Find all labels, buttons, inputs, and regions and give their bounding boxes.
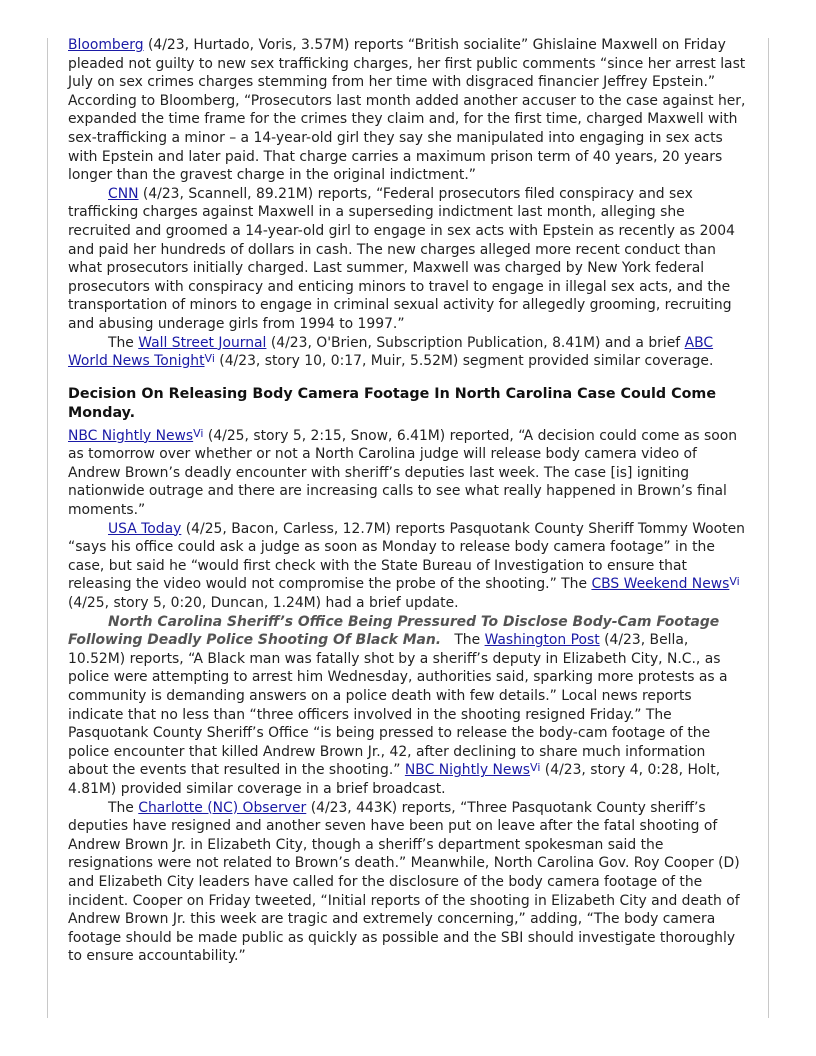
link-nbc-nightly-news[interactable]: NBC Nightly News xyxy=(68,427,194,444)
link-charlotte-observer[interactable]: Charlotte (NC) Observer xyxy=(138,799,307,816)
paragraph-wsj-abc: The Wall Street Journal (4/23, O'Brien, Subscription Publication, 8.41M) and a brief ABC World News Tonight$^{Vi}$ (4/23, story 10, 0:17, Muir, 5.52M) segment provided similar coverage. xyxy=(68,334,714,370)
sub-headline: North Carolina Sheriff’s Office Being Pressured To Disclose Body-Cam Footage Following Deadly Police Shooting Of Black Man. xyxy=(68,613,720,649)
article-body xyxy=(68,36,748,966)
link-nbc-nightly-news[interactable]: NBC Nightly News xyxy=(404,762,531,779)
paragraph-usa-today: USA Today (4/25, Bacon, Carless, 12.7M) reports Pasquotank County Sheriff Tommy Wooten “says his office could ask a judge as soon as Monday to release body camera footage” in the case, but said he “would first check with the State Bureau of Investigation to ensure that releasing the video would not compromise the probe of the shooting.” The CBS Weekend News$^{Vi}$ (4/25, story 5, 0:20, Duncan, 1.24M) had a brief update. xyxy=(68,520,745,612)
right-margin-rule xyxy=(768,38,769,1018)
link-abc-world-news-tonight[interactable]: ABC World News Tonight xyxy=(68,334,714,370)
link-cnn[interactable]: CNN xyxy=(108,185,139,202)
link-usa-today[interactable]: USA Today xyxy=(108,520,182,537)
paragraph-cnn: CNN (4/23, Scannell, 89.21M) reports, “Federal prosecutors filed conspiracy and sex trafficking charges against Maxwell in a superseding indictment last month, alleging she recruited and groomed a 14-year-old girl to engage in sex acts with Epstein as recently as 2004 and paid her hundreds of dollars in cash. The new charges alleged more recent conduct than what prosecutors initially charged. Last summer, Maxwell was charged by New York federal prosecutors with conspiracy and enticing minors to travel to engage in illegal sex acts, and the transportation of minors to engage in criminal sexual activity for allegedly grooming, recruiting and abusing underage girls from 1994 to 1997.” xyxy=(68,185,735,332)
left-margin-rule xyxy=(47,38,48,1018)
link-wall-street-journal[interactable]: Wall Street Journal xyxy=(138,334,267,351)
link-bloomberg[interactable]: Bloomberg xyxy=(68,37,144,53)
link-cbs-weekend-news[interactable]: CBS Weekend News xyxy=(591,576,730,593)
video-icon[interactable]: Vi xyxy=(729,575,740,589)
video-icon[interactable]: Vi xyxy=(193,426,204,440)
link-washington-post[interactable]: Washington Post xyxy=(484,632,600,649)
paragraph-charlotte-observer: The Charlotte (NC) Observer (4/23, 443K) reports, “Three Pasquotank County sheriff’s deputies have resigned and another seven have been put on leave after the fatal shooting of Andrew Brown Jr. in Elizabeth City, though a sheriff’s department spokesman said the resignations were not related to Brown’s death.” Meanwhile, North Carolina Gov. Roy Cooper (D) and Elizabeth City leaders have called for the disclosure of the body camera footage of the incident. Cooper on Friday tweeted, “Initial reports of the shooting in Elizabeth City and death of Andrew Brown Jr. this week are tragic and extremely concerning,” adding, “The body camera footage should be made public as quickly as possible and the SBI should investigate thoroughly to ensure accountability.” xyxy=(68,799,740,965)
paragraph-nbc-nightly: NBC Nightly News$^{Vi}$ (4/25, story 5, 2:15, Snow, 6.41M) reported, “A decision could come as soon as tomorrow over whether or not a North Carolina judge will release body camera video of Andrew Brown’s deadly encounter with sheriff’s deputies last week. The case [is] igniting nationwide outrage and there are increasing calls to see what really happened in Brown’s final moments.” xyxy=(68,426,738,519)
paragraph-washington-post: North Carolina Sheriff’s Office Being Pressured To Disclose Body-Cam Footage Following Deadly Police Shooting Of Black Man. The Washington Post (4/23, Bella, 10.52M) reports, “A Black man was fatally shot by a sheriff’s deputy in Elizabeth City, N.C., as police were attempting to arrest him Wednesday, authorities said, sparking more protests as a community is demanding answers on a police death with few details.” Local news reports indicate that no less than “three officers involved in the shooting resigned Friday.” The Pasquotank County Sheriff’s Office “is being pressed to release the body-cam footage of the police encounter that killed Andrew Brown Jr., 42, after declining to share much information about the events that resulted in the shooting.” NBC Nightly News$^{Vi}$ (4/23, story 4, 0:28, Holt, 4.81M) provided similar coverage in a brief broadcast. xyxy=(68,613,728,797)
video-icon[interactable]: Vi xyxy=(204,352,215,366)
section-headline: Decision On Releasing Body Camera Footage In North Carolina Case Could Come Monday. xyxy=(68,385,717,421)
paragraph-bloomberg: Bloomberg (4/23, Hurtado, Voris, 3.57M) reports “British socialite” Ghislaine Maxwell on Friday pleaded not guilty to new sex trafficking charges, her first public comments “since her arrest last July on sex crimes charges stemming from her time with disgraced financier Jeffrey Epstein.” According to Bloomberg, “Prosecutors last month added another accuser to the case against her, expanded the time frame for the crimes they claim and, for the first time, charged Maxwell with sex-trafficking a minor – a 14-year-old girl they say she manipulated into engaging in sex acts with Epstein and later paid. That charge carries a maximum prison term of 40 years, 20 years longer than the gravest charge in the original indictment.” xyxy=(68,37,746,184)
video-icon[interactable]: Vi xyxy=(530,761,541,775)
